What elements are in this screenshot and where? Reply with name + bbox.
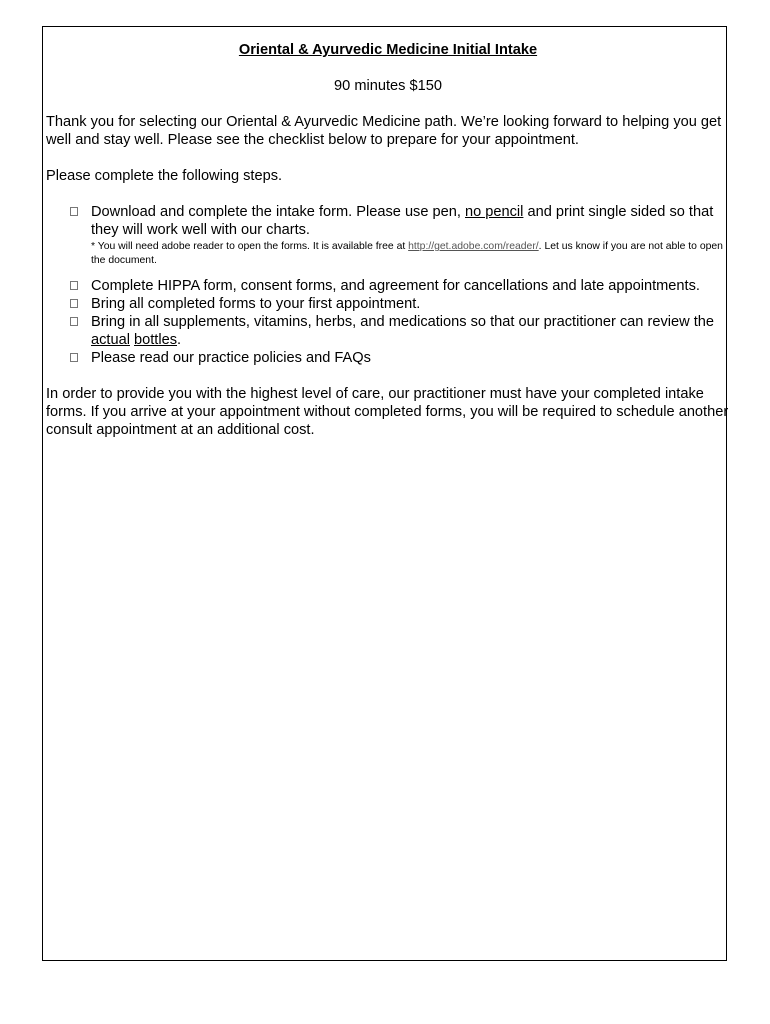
checklist-item-text: Download and complete the intake form. Please use pen, bbox=[91, 204, 465, 220]
checkbox-icon[interactable] bbox=[70, 281, 78, 290]
no-pencil-emphasis: no pencil bbox=[465, 204, 524, 220]
intro-paragraph: Thank you for selecting our Oriental & Ayurvedic Medicine path. We’re looking forward to helping you get well and stay well. Please see the checklist below to prepare for your appointment. bbox=[46, 114, 722, 148]
checkbox-icon[interactable] bbox=[70, 317, 78, 326]
page-frame bbox=[42, 26, 727, 961]
checklist-item-bring-forms bbox=[46, 295, 736, 313]
checklist-item-supplements bbox=[46, 313, 736, 349]
document-content bbox=[46, 41, 736, 457]
checklist-item-text: Bring in all supplements, vitamins, herbs, and medications so that our practitioner can review the bbox=[91, 314, 714, 330]
checklist bbox=[46, 203, 736, 367]
document-title: Oriental & Ayurvedic Medicine Initial Intake bbox=[238, 42, 538, 58]
checkbox-icon[interactable] bbox=[70, 299, 78, 308]
note-text: * You will need adobe reader to open the forms. It is available free at bbox=[91, 241, 409, 252]
checklist-item-hippa bbox=[46, 277, 736, 295]
checklist-item-text: Complete HIPPA form, consent forms, and agreement for cancellations and late appointments. bbox=[91, 278, 700, 294]
steps-heading: Please complete the following steps. bbox=[46, 168, 283, 184]
price-line: 90 minutes $150 bbox=[334, 78, 442, 94]
checklist-item-download-form bbox=[46, 203, 736, 267]
checklist-item-text: Please read our practice policies and FAQs bbox=[91, 350, 371, 366]
adobe-reader-note bbox=[91, 240, 736, 267]
checklist-item-text-cont: and print single sided so that they will work well with our charts. bbox=[91, 204, 714, 238]
checklist-item-text-end: . bbox=[177, 332, 182, 348]
checklist-item-policies bbox=[46, 349, 736, 367]
adobe-reader-link[interactable]: http://get.adobe.com/reader/ bbox=[408, 241, 539, 252]
note-text-cont: . Let us know if you are not able to open the document. bbox=[91, 241, 723, 266]
checklist-item-text: Bring all completed forms to your first appointment. bbox=[91, 296, 421, 312]
checkbox-icon[interactable] bbox=[70, 353, 78, 362]
bottles-emphasis: bottles bbox=[134, 332, 178, 348]
actual-emphasis: actual bbox=[91, 332, 130, 348]
checkbox-icon[interactable] bbox=[70, 207, 78, 216]
closing-paragraph: In order to provide you with the highest level of care, our practitioner must have your completed intake forms. If you arrive at your appointment without completed forms, you will be required to schedule another consult appointment at an additional cost. bbox=[46, 386, 729, 438]
